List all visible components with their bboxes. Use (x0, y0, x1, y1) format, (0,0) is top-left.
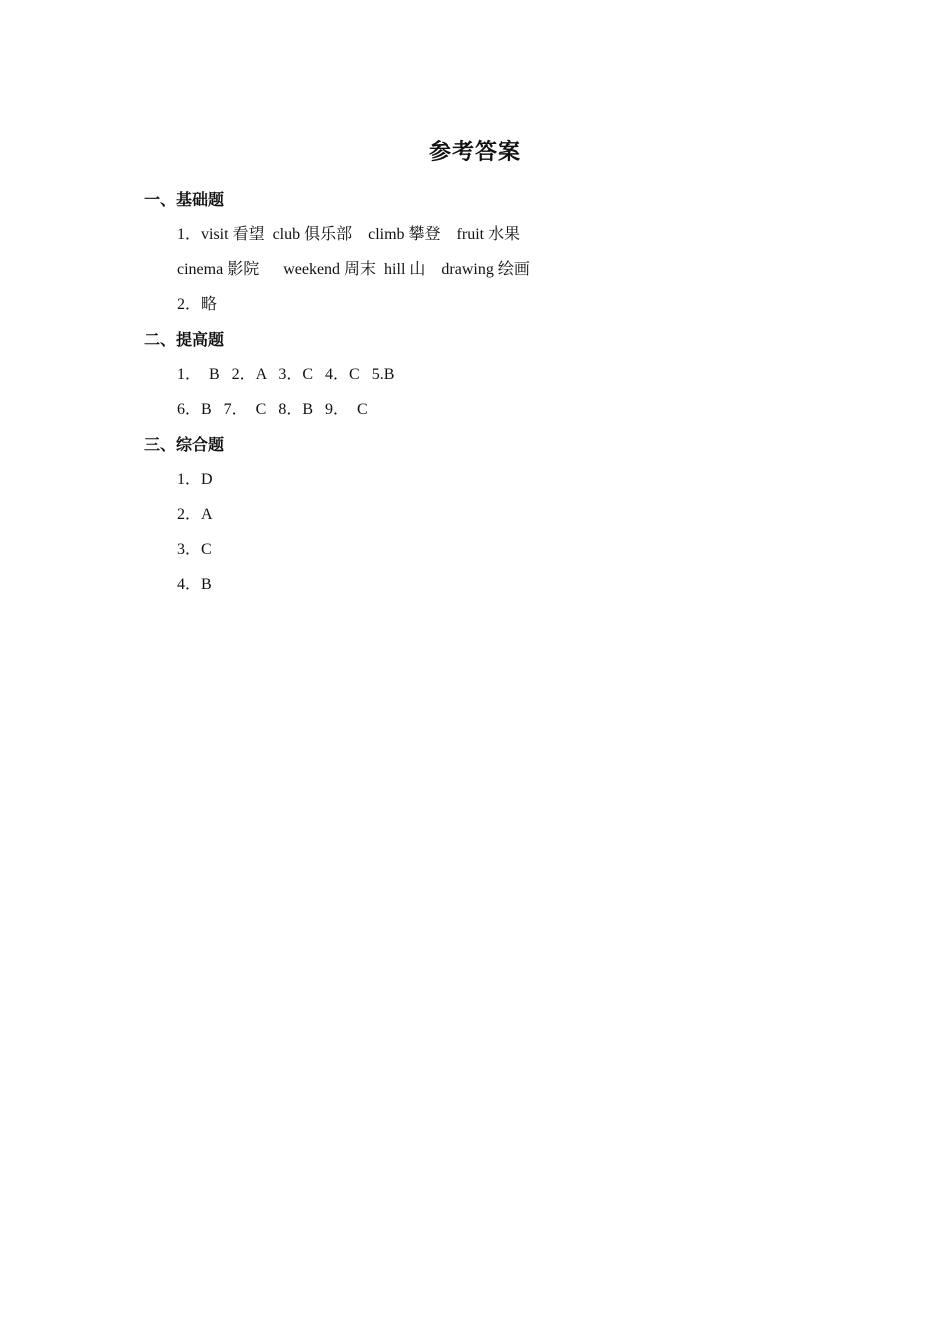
answer-line: 3．C (177, 541, 212, 558)
answer-line: 2．略 (177, 296, 218, 313)
answer-line: 4．B (177, 576, 212, 593)
page-title: 参考答案 (428, 139, 521, 164)
answer-line: 1．visit 看望 club 俱乐部 climb 攀登 fruit 水果 (177, 226, 521, 243)
section-heading-advanced: 二、提高题 (144, 332, 225, 349)
answer-line: 1．D (177, 471, 213, 488)
section-heading-basic: 一、基础题 (144, 192, 225, 209)
answer-line: 6．B 7． C 8．B 9． C (177, 401, 368, 418)
answer-line: cinema 影院 weekend 周末 hill 山 drawing 绘画 (177, 261, 530, 278)
section-heading-comprehensive: 三、综合题 (144, 437, 225, 454)
answer-line: 1． B 2．A 3．C 4．C 5.B (177, 366, 395, 383)
answer-line: 2．A (177, 506, 213, 523)
